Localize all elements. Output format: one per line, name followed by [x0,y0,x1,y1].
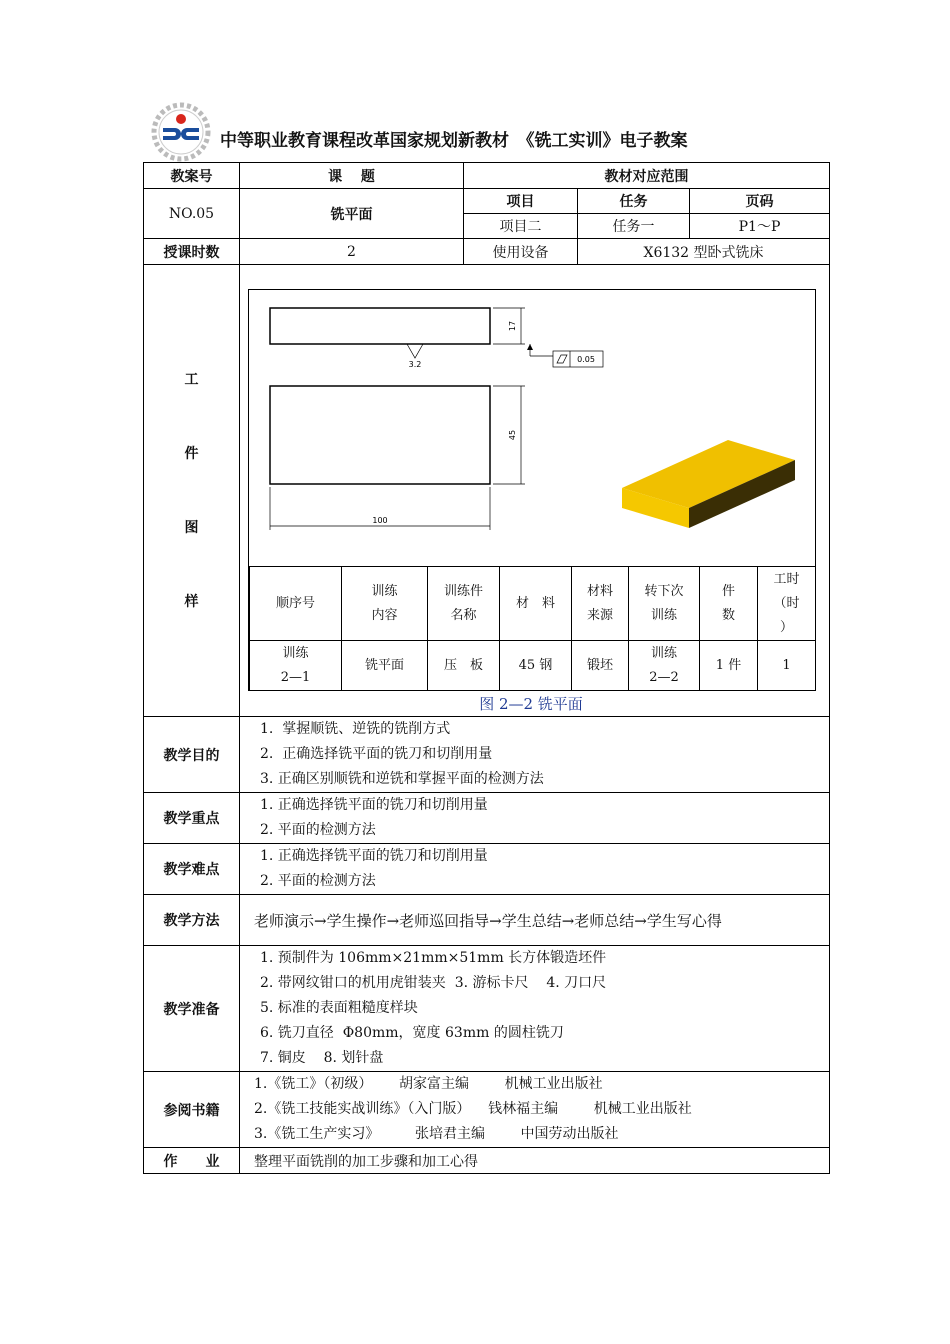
workpiece-drawing-label: 工 件 图 样 [144,265,240,717]
goals-list [240,717,830,793]
references-label: 参阅书籍 [144,1072,240,1148]
topic-label: 课 题 [240,163,464,189]
page-header [150,102,830,162]
lesson-no-value: NO.05 [144,189,240,239]
th-count: 件 数 [700,567,758,641]
list-item: 2. 平面的检测方法 [260,822,376,838]
technical-drawing [249,290,815,566]
topic-value: 铣平面 [240,189,464,239]
preparation-label: 教学准备 [144,946,240,1072]
list-item: 2. 平面的检测方法 [260,873,376,889]
lesson-plan-table [143,162,830,1174]
method-label: 教学方法 [144,895,240,946]
list-item: 7. 铜皮 8. 划针盘 [260,1050,384,1066]
page-value: P1～P [690,214,830,239]
project-header: 项目 [464,189,578,214]
flatness-icon [557,355,567,363]
drawing-frame [248,289,816,691]
list-item: 2. 正确选择铣平面的铣刀和切削用量 [260,746,493,762]
hours-label: 授课时数 [144,239,240,265]
list-item: 3.《铣工生产实习》 张培君主编 中国劳动出版社 [254,1126,619,1142]
training-table [249,566,816,691]
training-table-header-row [250,567,816,641]
list-item: 6. 铣刀直径 Φ80mm，宽度 63mm 的圆柱铣刀 [260,1025,564,1041]
th-content: 训练 内容 [342,567,428,641]
top-view-rect [270,386,490,484]
goals-label: 教学目的 [144,717,240,793]
list-item: 1. 正确选择铣平面的铣刀和切削用量 [260,797,488,813]
dim-thickness: 17 [508,320,517,332]
homework-label: 作 业 [144,1148,240,1174]
list-item: 1. 正确选择铣平面的铣刀和切削用量 [260,848,488,864]
th-seq: 顺序号 [250,567,342,641]
equipment-value: X6132 型卧式铣床 [578,239,830,265]
difficulties-list [240,844,830,895]
flatness-value: 0.05 [577,355,595,364]
publisher-logo-icon [150,102,212,162]
table-row: 训练 2—1 铣平面 压 板 45 钢 锻坯 训练 2—2 1 件 1 [250,641,816,691]
list-item: 1. 掌握顺铣、逆铣的铣削方式 [260,721,451,737]
lesson-no-label: 教案号 [144,163,240,189]
key-points-list [240,793,830,844]
list-item: 5. 标准的表面粗糙度样块 [260,1000,418,1016]
figure-caption: 图 2—2 铣平面 [479,695,583,713]
list-item: 2. 带网纹钳口的机用虎钳装夹 3. 游标卡尺 4. 刀口尺 [260,975,607,991]
th-piece-name: 训练件 名称 [428,567,500,641]
roughness-icon [407,344,423,358]
roughness-value: 3.2 [408,360,422,369]
textbook-range-label: 教材对应范围 [464,163,830,189]
th-material: 材 料 [500,567,572,641]
preparation-list [240,946,830,1072]
page-header-cell: 页码 [690,189,830,214]
th-source: 材料 来源 [572,567,629,641]
hours-value: 2 [240,239,464,265]
project-value: 项目二 [464,214,578,239]
task-value: 任务一 [578,214,690,239]
th-hours: 工时 （时 ） [758,567,816,641]
document-title: 中等职业教育课程改革国家规划新教材 《铣工实训》电子教案 [220,131,688,151]
workpiece-drawing-cell [240,265,830,717]
th-next: 转下次 训练 [629,567,700,641]
list-item: 3. 正确区别顺铣和逆铣和掌握平面的检测方法 [260,771,544,787]
dim-length: 100 [372,516,388,525]
equipment-label: 使用设备 [464,239,578,265]
dim-width: 45 [508,429,517,441]
difficulties-label: 教学难点 [144,844,240,895]
homework-text: 整理平面铣削的加工步骤和加工心得 [240,1148,830,1174]
references-list [240,1072,830,1148]
list-item: 1. 预制件为 106mm×21mm×51mm 长方体锻造坯件 [260,950,607,966]
list-item: 2.《铣工技能实战训练》（入门版） 钱林福主编 机械工业出版社 [254,1101,692,1117]
key-points-label: 教学重点 [144,793,240,844]
method-text: 老师演示→学生操作→老师巡回指导→学生总结→老师总结→学生写心得 [240,895,830,946]
side-view-rect [270,308,490,344]
task-header: 任务 [578,189,690,214]
list-item: 1.《铣工》（初级） 胡家富主编 机械工业出版社 [254,1076,603,1092]
